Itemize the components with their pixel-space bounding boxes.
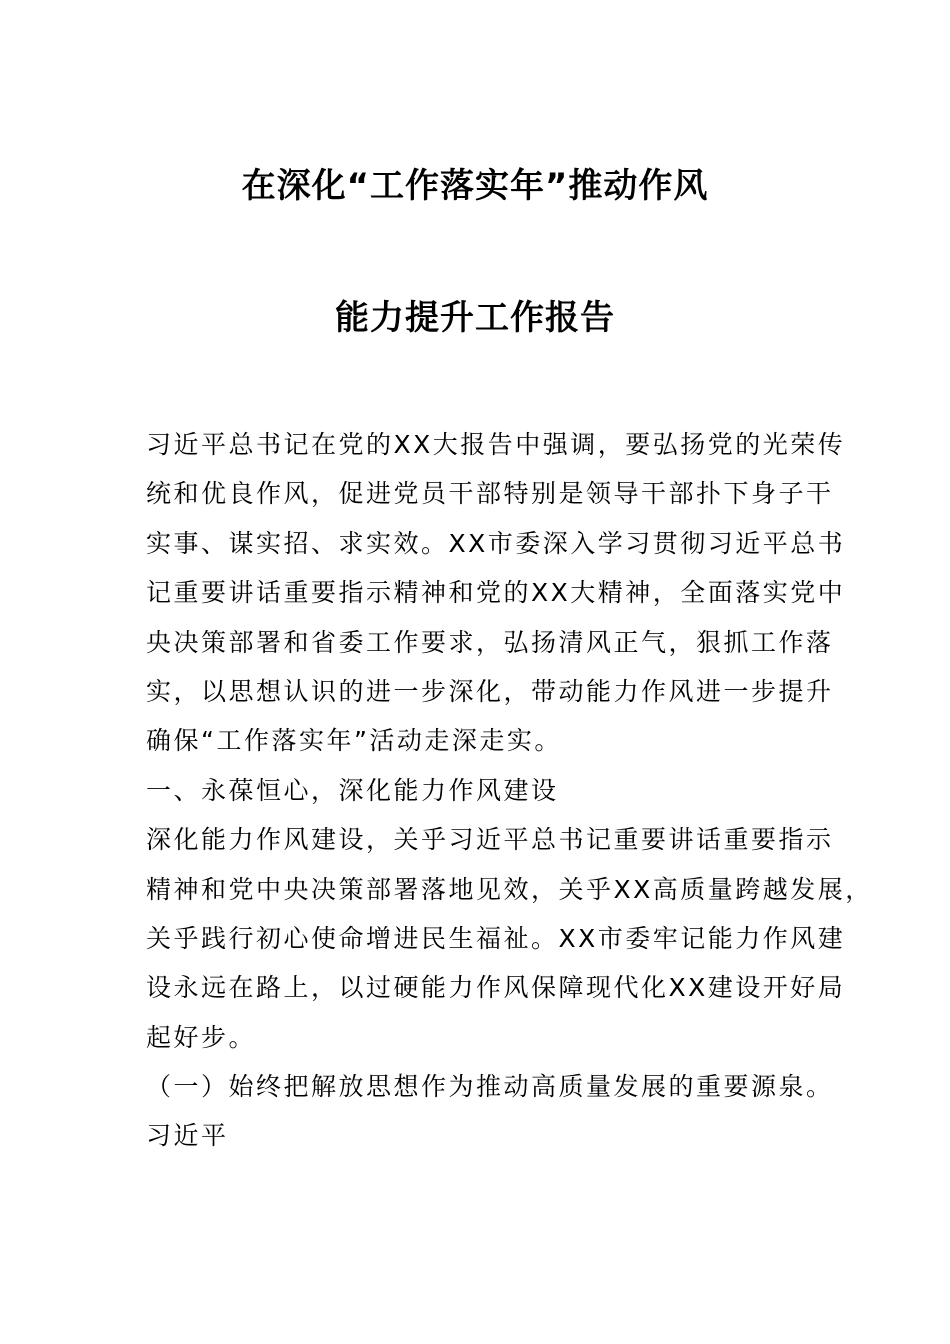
body-line: 记重要讲话重要指示精神和党的XX大精神，全面落实党中: [146, 578, 846, 608]
body-line: 习近平: [146, 1121, 229, 1151]
document-title-line-1: 在深化“工作落实年”推动作风: [241, 166, 709, 206]
body-line: 起好步。: [146, 1022, 257, 1052]
body-line: 确保“工作落实年”活动走深走实。: [146, 726, 562, 756]
section-heading: 一、永葆恒心，深化能力作风建设: [146, 775, 559, 805]
body-line: 精神和党中央决策部署落地见效，关乎XX高质量跨越发展，: [146, 874, 873, 904]
body-line: 实，以思想认识的进一步深化，带动能力作风进一步提升: [146, 676, 834, 706]
document-title-line-2: 能力提升工作报告: [335, 298, 615, 338]
body-line: 央决策部署和省委工作要求，弘扬清风正气，狠抓工作落: [146, 627, 834, 657]
body-line: 设永远在路上，以过硬能力作风保障现代化XX建设开好局: [146, 973, 846, 1003]
body-line: 统和优良作风，促进党员干部特别是领导干部扑下身子干: [146, 479, 834, 509]
document-body: [146, 420, 873, 1161]
subsection-heading: （一）始终把解放思想作为推动高质量发展的重要源泉。: [146, 1072, 834, 1102]
body-line: 习近平总书记在党的XX大报告中强调，要弘扬党的光荣传: [146, 430, 846, 459]
body-line: 深化能力作风建设，关乎习近平总书记重要讲话重要指示: [146, 825, 834, 855]
body-line: 关乎践行初心使命增进民生福祉。XX市委牢记能力作风建: [146, 923, 846, 953]
body-line: 实事、谋实招、求实效。XX市委深入学习贯彻习近平总书: [146, 528, 846, 558]
